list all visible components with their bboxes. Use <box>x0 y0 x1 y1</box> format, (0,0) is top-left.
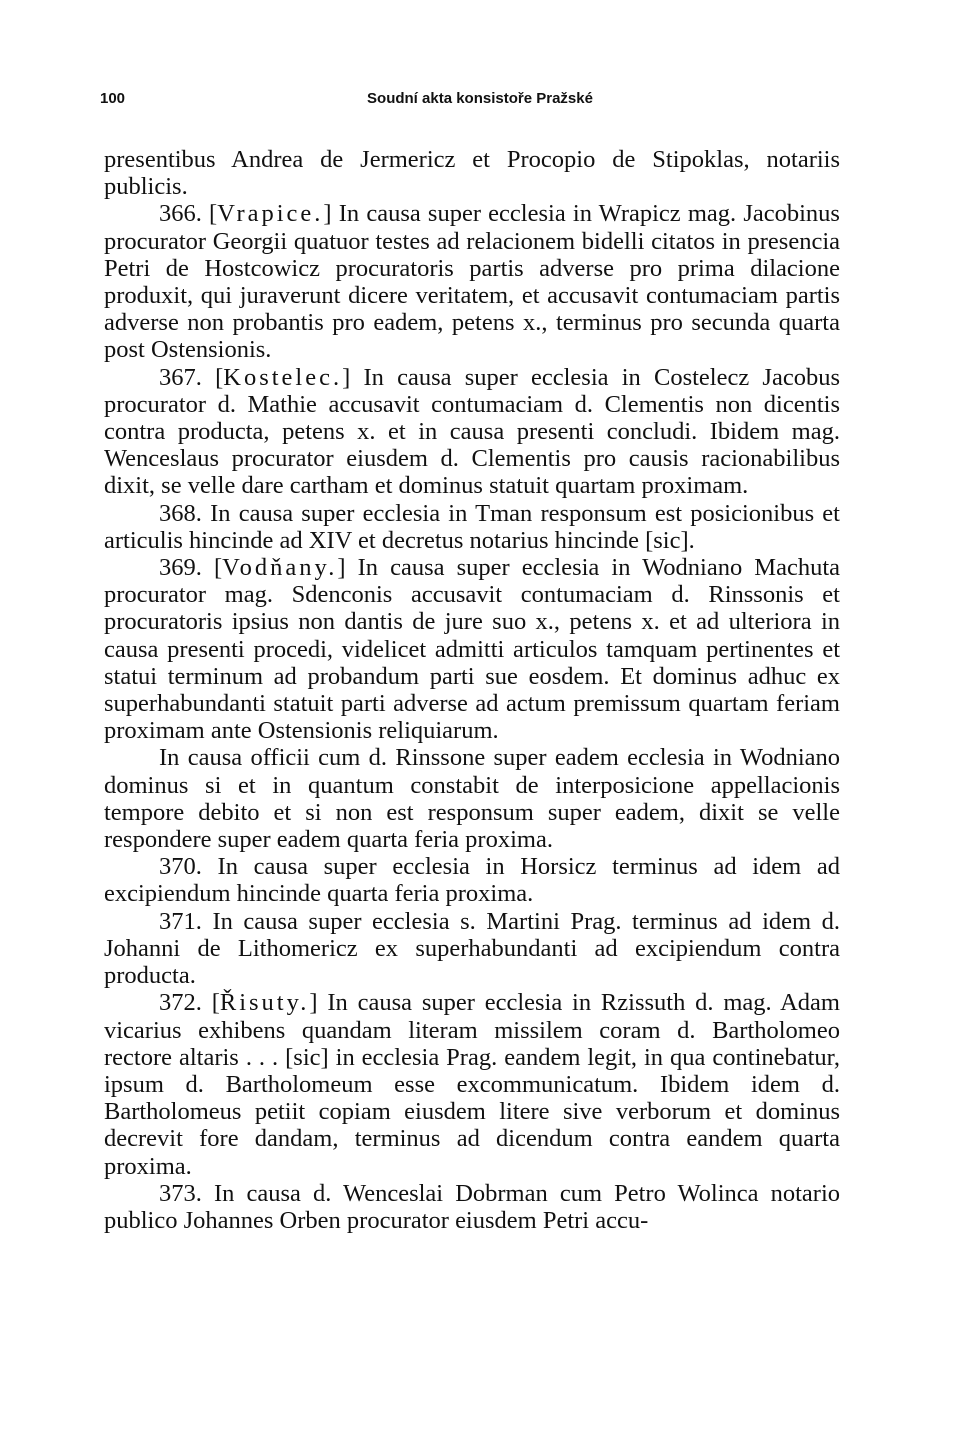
entry-373 <box>104 1180 840 1234</box>
entry-text: In causa super ecclesia in Wodniano Machuta procurator mag. Sdenconis accusavit contumaciam d. Rinssonis et procuratoris ipsius non dantis de jure suo x., petens x. et ad ulteriora in causa presenti procedi, videlicet admitti articulos tamquam pertinentes et statui terminum ad probandum parti sue eosdem. Et dominus adhuc ex superhabundanti statuit parti adverse ad actum premissum quartam feriam proximam ante Ostensionis reliquiarum. <box>104 554 840 745</box>
entry-place: Vrapice. <box>217 200 324 228</box>
entry-number: 368. <box>159 499 202 527</box>
entry-369: 369. [Vodňany.] In causa super ecclesia in Wodniano Machuta procurator mag. Sdenconis accusavit contumaciam d. Rinssonis et procuratoris ipsius non dantis de jure suo x., petens x. et ad ulteriora in causa presenti procedi, videlicet admitti articulos tamquam pertinentes et statui terminum ad probandum parti sue eosdem. Et dominus adhuc ex superhabundanti statuit parti adverse ad actum premissum quartam feriam proximam ante Ostensionis reliquiarum. <box>104 554 840 745</box>
entry-number: 369. <box>159 554 202 582</box>
paragraph-text: presentibus Andrea de Jermericz et Procopio de Stipoklas, notariis publicis. <box>104 146 840 201</box>
running-title: Soudní akta konsistoře Pražské <box>367 90 593 107</box>
entry-369-officii <box>104 744 840 853</box>
entry-372: 372. [Řisuty.] In causa super ecclesia in Rzissuth d. mag. Adam vicarius exhibens quandam literam missilem coram d. Bartholomeo rectore altaris . . . [sic] in ecclesia Prag. eandem legit, in qua continebatur, ipsum d. Bartholomeum esse excommunicatum. Ibidem idem d. Bartholomeus petiit copiam eiusdem litere sive verborum et dominus decrevit fore dandam, terminus ad dicendum contra eandem quarta proxima. <box>104 989 840 1180</box>
entry-number: 372. <box>159 989 202 1017</box>
entry-number: 367. <box>159 363 202 391</box>
entry-370 <box>104 853 840 907</box>
running-header <box>100 90 860 114</box>
entry-371 <box>104 908 840 990</box>
entry-number: 371. <box>159 907 202 935</box>
paragraph-continuation <box>104 146 840 200</box>
page-number: 100 <box>100 90 126 107</box>
entry-place: Vodňany. <box>222 554 338 582</box>
entry-text: In causa super ecclesia in Tman responsum est posicionibus et articulis hincinde ad XIV et decretus notarius hincinde [sic]. <box>104 499 840 554</box>
entry-place: Kostelec. <box>223 363 343 391</box>
entry-366: 366. [Vrapice.] In causa super ecclesia in Wrapicz mag. Jacobinus procurator Georgii quatuor testes ad relacionem bidelli citatos in presencia Petri de Hostcowicz procuratoris partis adverse pro prima dilacione produxit, qui juraverunt dicere veritatem, et accusavit contumaciam partis adverse non probantis pro eadem, petens x., terminus pro secunda quarta post Ostensionis. <box>104 200 840 364</box>
entry-text: In causa super ecclesia in Wrapicz mag. Jacobinus procurator Georgii quatuor testes ad relacionem bidelli citatos in presencia Petri de Hostcowicz procuratoris partis adverse pro prima dilacione produxit, qui juraverunt dicere veritatem, et accusavit contumaciam partis adverse non probantis pro eadem, petens x., terminus pro secunda quarta post Ostensionis. <box>104 200 840 364</box>
entry-number: 366. <box>159 200 202 228</box>
entry-place: Řisuty. <box>219 989 310 1017</box>
entry-text: In causa d. Wenceslai Dobrman cum Petro Wolinca notario publico Johannes Orben procurator eiusdem Petri accu- <box>104 1179 841 1234</box>
entry-number: 373. <box>159 1179 202 1207</box>
entry-367: 367. [Kostelec.] In causa super ecclesia in Costelecz Jacobus procurator d. Mathie accusavit contumaciam d. Clementis non dicentis contra producta, petens x. et in causa presenti concludi. Ibidem mag. Wenceslaus procurator eiusdem d. Clementis pro causis racionabilibus dixit, se velle dare cartham et dominus statuit quartam proximam. <box>104 363 840 500</box>
entry-text: In causa super ecclesia s. Martini Prag. terminus ad idem d. Johanni de Lithomericz ex superhabundanti ad excipiendum contra producta. <box>104 907 841 990</box>
entry-text: In causa officii cum d. Rinssone super eadem ecclesia in Wodniano dominus si et in quantum constabit de interposicione appellacionis tempore debito et si non est responsum super eadem, dixit se velle respondere super eadem quarta feria proxima. <box>104 744 840 854</box>
entry-text: In causa super ecclesia in Rzissuth d. mag. Adam vicarius exhibens quandam literam missilem coram d. Bartholomeo rectore altaris . . . [sic] in ecclesia Prag. eandem legit, in qua continebatur, ipsum d. Bartholomeum esse excommunicatum. Ibidem idem d. Bartholomeus petiit copiam eiusdem litere sive verborum et dominus decrevit fore dandam, terminus ad dicendum contra eandem quarta proxima. <box>104 989 840 1180</box>
body-text <box>104 146 840 1234</box>
entry-text: In causa super ecclesia in Costelecz Jacobus procurator d. Mathie accusavit contumaciam d. Clementis non dicentis contra producta, petens x. et in causa presenti concludi. Ibidem mag. Wenceslaus procurator eiusdem d. Clementis pro causis racionabilibus dixit, se velle dare cartham et dominus statuit quartam proximam. <box>104 363 840 500</box>
entry-number: 370. <box>159 853 202 881</box>
entry-368 <box>104 500 840 554</box>
entry-text: In causa super ecclesia in Horsicz terminus ad idem ad excipiendum hincinde quarta feria proxima. <box>104 853 840 908</box>
